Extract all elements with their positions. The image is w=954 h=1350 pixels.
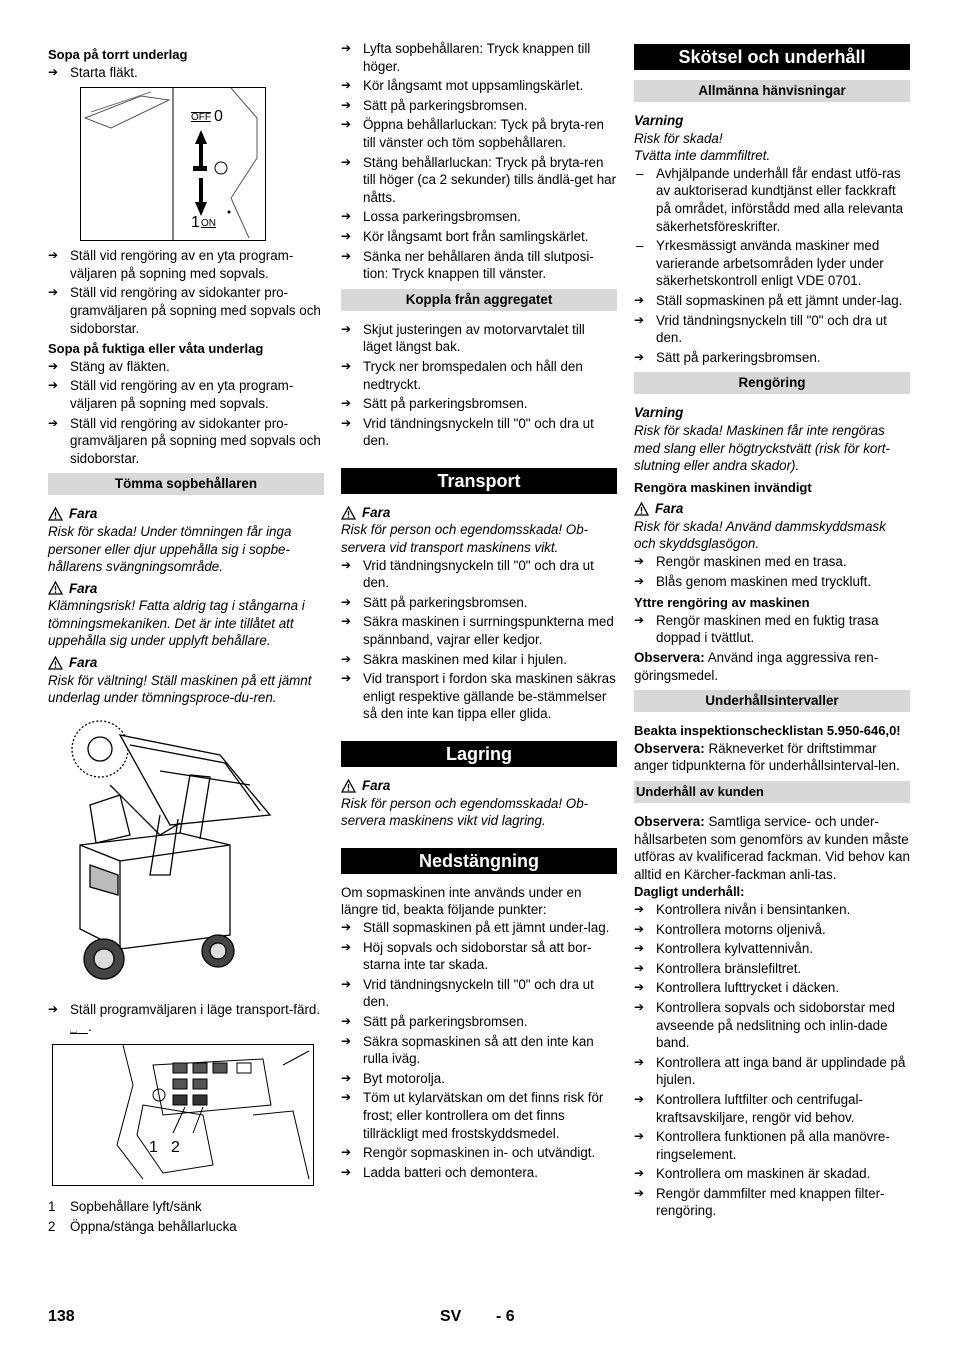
step: ➔ Kontrollera motorns oljenivå.	[634, 921, 910, 939]
shutdown-intro: Om sopmaskinen inte används under en längre tid, beakta följande punkter:	[341, 884, 582, 918]
danger-text: Risk för person och egendomsskada! Ob-servera vid transport maskinens vikt.	[341, 522, 589, 556]
danger-text: Risk för skada! Använd dammskyddsmask och skyddsglasögon.	[634, 518, 886, 552]
dash-item: – Avhjälpande underhåll får endast utfö-ras av auktoriserad kundtjänst eller fackkraft på området, införstådd med alla relevanta säkerhetsföreskrifter.	[634, 165, 910, 235]
label-zero: 0	[214, 108, 223, 126]
danger-label: Fara	[48, 505, 324, 523]
step: ➔ Ställ programväljaren i läge transport-färd. ⌴ .	[48, 1001, 324, 1036]
step: ➔ Ställ sopmaskinen på ett jämnt under-lag.	[341, 919, 617, 937]
step: ➔ Vrid tändningsnyckeln till "0" och dra ut den.	[341, 415, 617, 450]
step: ➔ Sätt på parkeringsbromsen.	[341, 594, 617, 612]
step: ➔ Sätt på parkeringsbromsen.	[341, 1013, 617, 1031]
danger-text: Klämningsrisk! Fatta aldrig tag i stångarna i tömningsmekaniken. Det är inte tillåtet att uppehålla sig under upplyft behållare.	[48, 598, 305, 649]
step: ➔ Ställ sopmaskinen på ett jämnt under-lag.	[634, 292, 910, 310]
warning-triangle-icon	[341, 506, 356, 520]
step: ➔ Höj sopvals och sidoborstar så att bor-starna inte tar skada.	[341, 939, 617, 974]
step: ➔ Ställ vid rengöring av en yta program-väljaren på sopning med sopvals.	[48, 247, 324, 282]
step: ➔ Kör långsamt bort från samlingskärlet.	[341, 228, 617, 246]
heading-clean-inside: Rengöra maskinen invändigt	[634, 479, 812, 495]
warning-triangle-icon	[48, 656, 63, 670]
control-panel-illustration	[53, 1045, 313, 1185]
fan-switch-illustration	[81, 88, 265, 240]
step: ➔ Kontrollera kylvattennivån.	[634, 940, 910, 958]
step: ➔ Säkra maskinen i surrningspunkterna med spännband, vajrar eller kedjor.	[341, 613, 617, 648]
figure-sweeper-dumping	[60, 715, 286, 995]
dash-item: – Yrkesmässigt använda maskiner med varierande arbetsområden lyder under säkerhetskontroll enligt VDE 0701.	[634, 237, 910, 290]
step: ➔ Rengör maskinen med en trasa.	[634, 553, 910, 571]
label-on: ON	[201, 218, 216, 230]
step: ➔ Öppna behållarluckan: Tyck på bryta-ren till vänster och töm sopbehållaren.	[341, 116, 617, 151]
step: ➔ Kontrollera att inga band är upplindade på hjulen.	[634, 1054, 910, 1089]
heading-general-notes: Allmänna hänvisningar	[634, 80, 910, 102]
step: ➔ Sätt på parkeringsbromsen.	[341, 97, 617, 115]
step: ➔ Tryck ner bromspedalen och håll den nedtryckt.	[341, 358, 617, 393]
step: ➔ Sätt på parkeringsbromsen.	[634, 349, 910, 367]
step: ➔ Rengör dammfilter med knappen filter-rengöring.	[634, 1185, 910, 1220]
danger-label: Fara	[48, 580, 324, 598]
column-right	[634, 40, 910, 1222]
danger-text: Risk för person och egendomsskada! Ob-servera maskinens vikt vid lagring.	[341, 795, 589, 829]
step: ➔ Blås genom maskinen med tryckluft.	[634, 573, 910, 591]
step: ➔ Kontrollera bränslefiltret.	[634, 960, 910, 978]
step: ➔ Kontrollera lufttrycket i däcken.	[634, 979, 910, 997]
heading-disconnect: Koppla från aggregatet	[341, 289, 617, 311]
step: ➔ Vrid tändningsnyckeln till "0" och dra ut den.	[341, 557, 617, 592]
language-code: SV	[440, 1308, 462, 1325]
step: ➔ Byt motorolja.	[341, 1070, 617, 1088]
danger-label: Fara	[341, 777, 617, 795]
step: ➔ Kontrollera nivån i bensintanken.	[634, 901, 910, 919]
step: ➔ Lyfta sopbehållaren: Tryck knappen till höger.	[341, 40, 617, 75]
warning-label: Varning	[634, 405, 684, 421]
callout-1: 1	[149, 1139, 158, 1157]
step: ➔ Ställ vid rengöring av sidokanter pro-gramväljaren på sopning med sopvals och sidoborstar.	[48, 415, 324, 468]
heading-clean-outside: Yttre rengöring av maskinen	[634, 595, 810, 611]
step: ➔ Ladda batteri och demontera.	[341, 1164, 617, 1182]
label-off: OFF	[191, 112, 211, 124]
note: Observera: Samtliga service- och under-hållsarbeten som genomförs av kunden måste utföras av kvalificerad fackman. Vid behov kan alltid en Kärcher-fackman anli-tas.	[634, 814, 910, 882]
figure-control-panel	[52, 1044, 314, 1186]
step: ➔ Säkra sopmaskinen så att den inte kan rulla iväg.	[341, 1033, 617, 1068]
step: ➔ Vrid tändningsnyckeln till "0" och dra ut den.	[634, 312, 910, 347]
danger-text: Risk för skada! Under tömningen får inga personer eller djur uppehålla sig i sopbe-hållarens svängningsområde.	[48, 523, 292, 575]
note: Observera: Använd inga aggressiva ren-göringsmedel.	[634, 650, 879, 683]
warning-text: Tvätta inte dammfiltret.	[634, 148, 771, 164]
danger-label: Fara	[48, 654, 324, 672]
section-page: - 6	[496, 1308, 515, 1325]
step: ➔ Vrid tändningsnyckeln till "0" och dra ut den.	[341, 976, 617, 1011]
danger-label: Fara	[634, 500, 910, 518]
step: ➔ Säkra maskinen med kilar i hjulen.	[341, 651, 617, 669]
step: ➔ Kontrollera sopvals och sidoborstar med avseende på nedslitning och inlin-dade band.	[634, 999, 910, 1052]
warning-text: Risk för skada!	[634, 130, 723, 146]
step: ➔ Sänka ner behållaren ända till slutposi-tion: Tryck knappen till vänster.	[341, 248, 617, 283]
step: ➔ Kontrollera luftfilter och centrifugal-kraftsavskiljare, rengör vid behov.	[634, 1091, 910, 1126]
page-number: 138	[48, 1308, 75, 1325]
heading-cleaning: Rengöring	[634, 372, 910, 394]
step: ➔ Skjut justeringen av motorvarvtalet till läget längst bak.	[341, 321, 617, 356]
figure-fan-switch	[80, 87, 266, 241]
warning-triangle-icon	[341, 779, 356, 793]
column-middle	[341, 40, 617, 1183]
label-one: 1	[191, 214, 200, 232]
step: ➔ Stäng behållarluckan: Tryck på bryta-ren till höger (ca 2 sekunder) tills ändlä-get har nåtts.	[341, 154, 617, 207]
step: ➔ Kör långsamt mot uppsamlingskärlet.	[341, 77, 617, 95]
sweeper-machine-illustration	[60, 715, 286, 995]
step: ➔ Rengör maskinen med en fuktig trasa doppad i tvättlut.	[634, 612, 910, 647]
step: ➔ Rengör sopmaskinen in- och utvändigt.	[341, 1144, 617, 1162]
heading-empty-container: Tömma sopbehållaren	[48, 473, 324, 495]
warning-label: Varning	[634, 113, 684, 128]
note: Observera: Räkneverket för driftstimmar anger tidpunkterna för underhållsinterval-len.	[634, 740, 900, 774]
warning-text: Risk för skada! Maskinen får inte rengöras med slang eller högtryckstvätt (risk för kort-slutning eller andra skador).	[634, 422, 890, 474]
heading-care-maintenance: Skötsel och underhåll	[634, 44, 910, 70]
heading-dry-floor: Sopa på torrt underlag	[48, 47, 188, 62]
caption-item: 1 Sopbehållare lyft/sänk	[48, 1199, 202, 1215]
heading-storage: Lagring	[341, 741, 617, 767]
warning-triangle-icon	[48, 507, 63, 521]
heading-shutdown: Nedstängning	[341, 848, 617, 874]
step: ➔ Vid transport i fordon ska maskinen säkras enligt respektive gällande be-stämmelser så den inte kan tippa eller glida.	[341, 670, 617, 723]
callout-2: 2	[171, 1139, 180, 1157]
danger-text: Risk för vältning! Ställ maskinen på ett jämnt underlag under tömningsproce-du-ren.	[48, 672, 312, 706]
checklist-note: Beakta inspektionschecklistan 5.950-646,0!	[634, 723, 901, 739]
step: ➔ Kontrollera funktionen på alla manövre-ringselement.	[634, 1128, 910, 1163]
transport-mode-icon: ⌴	[70, 1022, 88, 1034]
step: ➔ Ställ vid rengöring av en yta program-väljaren på sopning med sopvals.	[48, 377, 324, 412]
step: ➔ Kontrollera om maskinen är skadad.	[634, 1165, 910, 1183]
warning-triangle-icon	[48, 581, 63, 595]
heading-wet-floor: Sopa på fuktiga eller våta underlag	[48, 341, 264, 357]
step: ➔ Stäng av fläkten.	[48, 358, 324, 376]
step: ➔ Töm ut kylarvätskan om det finns risk för frost; eller kontrollera om det finns tillräckligt med frostskyddsmedel.	[341, 1089, 617, 1142]
heading-customer-maintenance: Underhåll av kunden	[634, 781, 910, 803]
step: ➔ Sätt på parkeringsbromsen.	[341, 395, 617, 413]
heading-daily-maintenance: Dagligt underhåll:	[634, 884, 745, 900]
step: ➔ Ställ vid rengöring av sidokanter pro-gramväljaren på sopning med sopvals och sidoborstar.	[48, 284, 324, 337]
column-left	[48, 40, 324, 1237]
step: ➔ Starta fläkt.	[48, 64, 324, 82]
warning-triangle-icon	[634, 502, 649, 516]
heading-maintenance-intervals: Underhållsintervaller	[634, 690, 910, 712]
heading-transport: Transport	[341, 468, 617, 494]
step: ➔ Lossa parkeringsbromsen.	[341, 208, 617, 226]
danger-label: Fara	[341, 504, 617, 522]
caption-item: 2 Öppna/stänga behållarlucka	[48, 1218, 237, 1234]
